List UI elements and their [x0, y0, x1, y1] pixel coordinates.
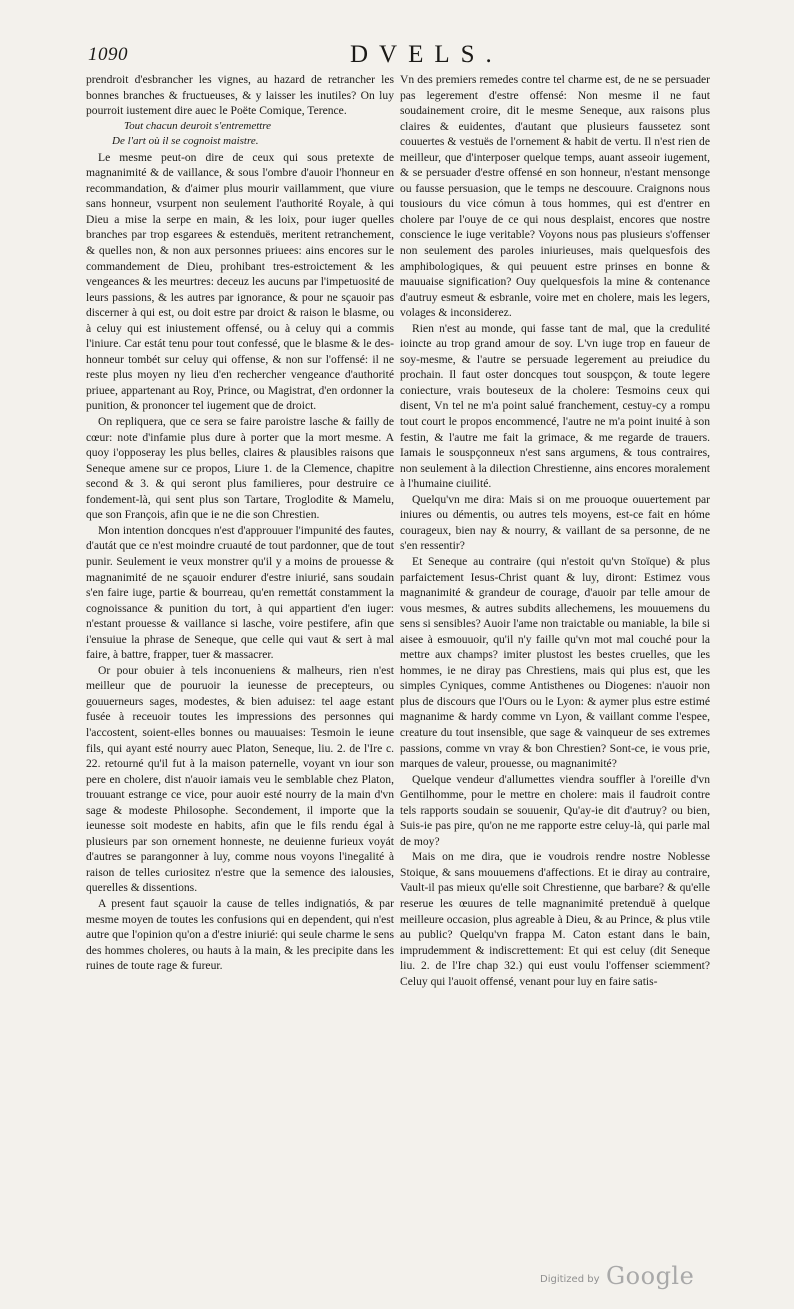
left-text-column — [86, 72, 394, 974]
google-watermark — [540, 1262, 720, 1292]
paragraph: On repliquera, que ce sera se faire paroistre lasche & failly de cœur: note d'infamie plus dure à porter que la mort mesme. A quoy i'opposeray les plus belles, claires & plausibles raisons que Seneque amene sur ce propos, Liure 1. de la Clemence, chapitre second & 3. & qui seront plus familieres, pour destruire ce fondement-là, qui sent plus son Tartare, Troglodite & Mamelu, que son François, afin que ie ne die son Chrestien. — [86, 415, 394, 522]
page-number: 1090 — [88, 44, 128, 65]
paragraph: Rien n'est au monde, qui fasse tant de mal, que la credulité ioincte au trop grand amour de soy. L'vn iuge trop en faueur de soy-mesme, & l'autre se persuade legerement au preiudice du prochain. Il faut oster doncques tout souspçon, & toute legere coniecture, vrais bouteseux de la cholere: Tesmoins ceux qui disent, Vn tel ne m'a point salué franchement, cestuy-cy a rompu tout court le propos encommencé, l'autre ne m'a point inuité à son festin, & l'autre me fait la grimace, & me regarde de trauers. Iamais le souspçonneux n'est sans argumens, & tous contraires, non seulement à la dilection Chrestienne, ains encores moralement à l'humaine ciuilité. — [400, 321, 710, 491]
paragraph: Le mesme peut-on dire de ceux qui sous pretexte de magnanimité & de vaillance, & sous l'ombre d'auoir l'honneur en recommandation, & d'aimer plus mourir vaillamment, que viure sans honneur, vsurpent non seulement l'authorité Royale, à qui Dieu a mise la serpe en main, & les loix, pour iuger quelles branches par trop esgarees & estenduës, meritent retranchement, & quelles non, & non aux personnes priuees: ains encores sur le commandement de Dieu, prohibant tres-estroictement & les vengeances & les meurtres: deceuz les aucuns par l'impetuosité de leurs passions, & les autres par ignorance, & pour ne sçauoir pas discerner à qui est, ou doit estre par droict & raison le blasme, ou à celuy qui est iniustement offensé, ou à celuy qui a commis l'iniure. Car estát tenu pour tout confessé, que le blasme & le des-honneur tombét sur celuy qui offense, & non sur l'offensé: il ne reste plus moyen ny lieu d'en rechercher vengeance d'authorité priuee, appartenant au Roy, Prince, ou Magistrat, d'en ordonner la punition, & prononcer tel iugement que de droict. — [86, 150, 394, 413]
verse-line: De l'art où il se cognoist maistre. — [112, 135, 259, 148]
paragraph: Mon intention doncques n'est d'approuuer l'impunité des fautes, d'autát que ce n'est moindre cruauté de tout pardonner, que de tout punir. Seulement ie veux monstrer qu'il y a moins de prouesse & magnanimité de ne sçauoir endurer d'estre iniurié, sans soudain s'en faire iuge, partie & bourreau, qu'en remettát constamment la cognoissance & punition du tort, à qui appartient d'en iuger: n'estant prouesse & vaillance si lasche, voire pestifere, afin que i'ensuiue la phrase de Seneque, que celle qui vaut & sert à mal faire, à battre, frapper, tuer & massacrer. — [86, 523, 394, 662]
paragraph: prendroit d'esbrancher les vignes, au hazard de retrancher les bonnes branches & fructueuses, & y laisser les inutiles? On luy pourroit iustement dire auec le Poëte Comique, Terence. — [86, 73, 394, 118]
paragraph: A present faut sçauoir la cause de telles indignatiós, & par mesme moyen de toutes les confusions qui en dependent, qui n'est autre que l'opinion qu'on a d'estre iniurié: qui seule charme le sens des hommes choleres, ou hauts à la main, & les precipite dans les ruines de toute rage & fureur. — [86, 896, 394, 973]
paragraph: Quelque vendeur d'allumettes viendra souffler à l'oreille d'vn Gentilhomme, pour le mettre en cholere: mais il faudroit contre tels rapports soudain se souuenir, Qu'ay-ie dit d'autruy? ou bien, Suis-ie pas pire, qu'on ne me rapporte estre celuy-là, qui parle mal de moy? — [400, 772, 710, 848]
right-text-column — [400, 72, 710, 989]
google-logo: Google — [606, 1262, 695, 1290]
digitized-by-label: Digitized by — [540, 1274, 600, 1285]
paragraph: Vn des premiers remedes contre tel charme est, de ne se persuader pas legerement d'estre offensé: Non mesme il ne faut soudainement croire, dit le mesme Seneque, aux raisons plus claires & euidentes, d'autant que plusieurs faussetez sont couuertes & vestuës de l'ornement & habit de vertu. Il n'est rien de meilleur, que d'interposer quelque temps, auant asseoir iugement, & se persuader d'estre offensé en son honneur, n'estant mensonge ou fausse persuasion, que le temps ne descouure. Craignons nous tousiours du vice cómun à tous hommes, qui est d'entrer en cholere par l'ouye de ce qui nous desplaist, encores que nostre conscience le iuge veritable? Voyons nous pas plusieurs s'offenser non seulement des paroles iniurieuses, mais quelquesfois des amphibologiques, & qui peuuent estre prinses en bonne & mauuaise signification? Ouy quelquesfois la mine & contenance d'autruy esmeut & esbranle, voire met en cholere, mais les legers, volages & inconsiderez. — [400, 73, 710, 320]
paragraph: Mais on me dira, que ie voudrois rendre nostre Noblesse Stoique, & sans mouuemens d'affections. Et ie diray au contraire, Vault-il pas mieux qu'elle soit Chrestienne, que barbare? & qu'elle reserue les œuures de telle magnanimité pretenduë à quelque meilleure occasion, plus agreable à Dieu, & au Prince, & plus vtile au public? Quelqu'vn frappa M. Caton estant dans le bain, imprudemment & indiscrettement: Et qui est celuy (dit Seneque liu. 2. de l'Ire chap 32.) qui eust voulu l'offenser sciemment? Celuy qui l'auoit offensé, venant pour luy en faire satis- — [400, 850, 710, 988]
paragraph: Quelqu'vn me dira: Mais si on me prouoque ouuertement par iniures ou démentis, ou autres tels moyens, est-ce fait en hóme courageux, bien nay & nourry, & vaillant de sa personne, de ne s'en ressentir? — [400, 492, 710, 553]
paragraph: Et Seneque au contraire (qui n'estoit qu'vn Stoïque) & plus parfaictement Iesus-Christ quant & luy, diront: Estimez vous magnanimité & grandeur de courage, d'auoir par telle amour de vous mesmes, & autres subdits allechemens, les mouuemens du sens si sensibles? Auoir l'ame non traictable ou maniable, la bile si aisee à esmouuoir, qu'il n'y faille qu'vn mot mal couché pour la mettre aux champs? imiter plustost les bestes cruelles, que les hommes, ie ne diray pas Chrestiens, mais qui plus est, que les simples Cyniques, comme Antisthenes ou Diogenes: n'auoir non plus de discours que l'Ours ou le Lyon: & aymer plus estre estimé magnanime & hardy comme vn Lyon, & vaillant comme l'espee, creature du tout insensible, que sage & vainqueur de ses extremes passions, comme vn vray & bon Chrestien? Sont-ce, ie vous prie, marques de valeur, prouesse, ou magnanimité? — [400, 554, 710, 771]
page-header — [88, 41, 708, 72]
running-title: DVELS. — [350, 41, 503, 68]
paragraph: Or pour obuier à tels inconueniens & malheurs, rien n'est meilleur que de pouruoir la ieunesse de precepteurs, ou gouuerneurs sages, modestes, & bien aduisez: tel aage estant fusée à receuoir toutes les impressions des personnes qui l'accostent, soient-elles bonnes ou mauuaises: Tesmoin le ieune fils, qui ayant esté nourry auec Platon, Seneque, liu. 2. de l'Ire c. 22. retourné qu'il fut à la maison paternelle, voyant vn iour son pere en cholere, dist n'auoir iamais veu le semblable chez Platon, trouuant estrange ce vice, pour auoir esté nourry de la main d'vn sage & modeste Philosophe. Secondement, il importe que la ieunesse soit modeste en habits, afin que le fils rendu égal à plusieurs par son ornement honneste, ne deuienne furieux voyát d'autres se parangonner à luy, comme nous voyons l'inegalité à raison de telles curiositez n'estre que la semence des ialousies, querelles & dissentions. — [86, 663, 394, 895]
verse-line: Tout chacun deuroit s'entremettre — [124, 119, 272, 132]
